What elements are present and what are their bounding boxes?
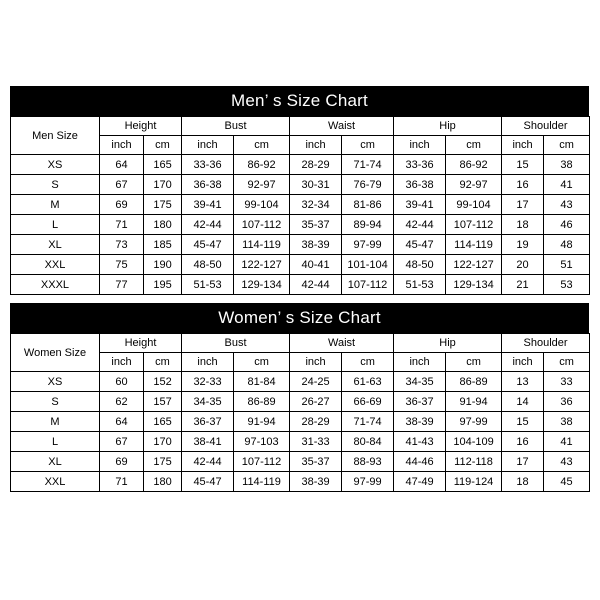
unit-cm: cm [544,353,590,372]
value-inch: 36-37 [182,412,234,432]
men-size-chart [10,86,589,295]
unit-cm: cm [342,136,394,155]
value-cm: 36 [544,392,590,412]
value-inch: 18 [502,215,544,235]
value-cm: 61-63 [342,372,394,392]
value-inch: 18 [502,472,544,492]
table-row [11,155,590,175]
value-inch: 71 [100,215,144,235]
value-cm: 91-94 [234,412,290,432]
value-inch: 16 [502,175,544,195]
value-cm: 119-124 [446,472,502,492]
value-inch: 38-41 [182,432,234,452]
unit-inch: inch [394,353,446,372]
value-cm: 170 [144,175,182,195]
value-inch: 38-39 [290,472,342,492]
measurement-group-waist: Waist [290,117,394,136]
value-cm: 175 [144,452,182,472]
value-inch: 42-44 [394,215,446,235]
unit-cm: cm [144,353,182,372]
unit-inch: inch [100,353,144,372]
size-name: XXXL [11,275,100,295]
value-inch: 51-53 [394,275,446,295]
measurement-group-hip: Hip [394,334,502,353]
size-name: S [11,175,100,195]
unit-inch: inch [290,136,342,155]
value-inch: 47-49 [394,472,446,492]
value-inch: 35-37 [290,452,342,472]
value-cm: 101-104 [342,255,394,275]
unit-inch: inch [182,136,234,155]
size-name: S [11,392,100,412]
value-cm: 165 [144,412,182,432]
value-inch: 38-39 [394,412,446,432]
value-cm: 88-93 [342,452,394,472]
value-inch: 60 [100,372,144,392]
value-cm: 107-112 [234,452,290,472]
size-name: M [11,412,100,432]
unit-cm: cm [446,136,502,155]
value-cm: 107-112 [446,215,502,235]
value-inch: 64 [100,412,144,432]
value-inch: 31-33 [290,432,342,452]
value-inch: 32-33 [182,372,234,392]
value-inch: 42-44 [182,215,234,235]
size-name: XS [11,155,100,175]
measurement-group-height: Height [100,117,182,136]
value-inch: 42-44 [290,275,342,295]
value-cm: 80-84 [342,432,394,452]
value-inch: 62 [100,392,144,412]
unit-inch: inch [100,136,144,155]
value-cm: 97-99 [446,412,502,432]
table-row [11,215,590,235]
value-cm: 112-118 [446,452,502,472]
value-cm: 86-92 [446,155,502,175]
value-inch: 42-44 [182,452,234,472]
value-cm: 157 [144,392,182,412]
value-inch: 26-27 [290,392,342,412]
value-cm: 114-119 [234,235,290,255]
measurement-group-hip: Hip [394,117,502,136]
value-cm: 48 [544,235,590,255]
women-size-table [10,333,590,492]
table-row [11,472,590,492]
value-inch: 19 [502,235,544,255]
value-inch: 17 [502,452,544,472]
value-inch: 45-47 [182,472,234,492]
value-cm: 165 [144,155,182,175]
value-cm: 97-99 [342,472,394,492]
value-inch: 39-41 [182,195,234,215]
unit-inch: inch [182,353,234,372]
value-cm: 45 [544,472,590,492]
value-inch: 17 [502,195,544,215]
value-inch: 35-37 [290,215,342,235]
table-row [11,432,590,452]
value-cm: 91-94 [446,392,502,412]
value-cm: 129-134 [446,275,502,295]
value-cm: 51 [544,255,590,275]
table-row [11,275,590,295]
value-cm: 92-97 [234,175,290,195]
value-inch: 36-38 [182,175,234,195]
size-name: M [11,195,100,215]
value-cm: 38 [544,412,590,432]
men-size-label: Men Size [11,117,100,155]
value-inch: 44-46 [394,452,446,472]
value-cm: 152 [144,372,182,392]
value-cm: 107-112 [234,215,290,235]
value-cm: 43 [544,452,590,472]
value-inch: 13 [502,372,544,392]
value-cm: 38 [544,155,590,175]
men-size-table [10,116,590,295]
size-name: XL [11,452,100,472]
value-cm: 86-89 [234,392,290,412]
value-inch: 34-35 [182,392,234,412]
value-inch: 41-43 [394,432,446,452]
value-inch: 30-31 [290,175,342,195]
men-chart-title: Men’ s Size Chart [10,86,589,116]
unit-cm: cm [446,353,502,372]
value-cm: 107-112 [342,275,394,295]
value-inch: 14 [502,392,544,412]
unit-inch: inch [502,136,544,155]
value-cm: 190 [144,255,182,275]
value-inch: 75 [100,255,144,275]
value-cm: 180 [144,215,182,235]
unit-cm: cm [544,136,590,155]
unit-inch: inch [290,353,342,372]
value-cm: 114-119 [446,235,502,255]
value-inch: 64 [100,155,144,175]
value-inch: 77 [100,275,144,295]
measurement-group-bust: Bust [182,117,290,136]
value-cm: 185 [144,235,182,255]
women-chart-title: Women’ s Size Chart [10,303,589,333]
table-row [11,175,590,195]
value-cm: 71-74 [342,155,394,175]
value-inch: 67 [100,175,144,195]
table-row [11,412,590,432]
value-inch: 40-41 [290,255,342,275]
value-cm: 122-127 [234,255,290,275]
value-inch: 45-47 [182,235,234,255]
value-cm: 129-134 [234,275,290,295]
value-cm: 195 [144,275,182,295]
value-inch: 34-35 [394,372,446,392]
table-row [11,255,590,275]
women-size-label: Women Size [11,334,100,372]
value-cm: 53 [544,275,590,295]
value-cm: 180 [144,472,182,492]
value-inch: 69 [100,452,144,472]
value-cm: 66-69 [342,392,394,412]
unit-inch: inch [394,136,446,155]
value-cm: 114-119 [234,472,290,492]
size-name: XS [11,372,100,392]
value-inch: 73 [100,235,144,255]
measurement-group-shoulder: Shoulder [502,117,590,136]
men-header-row [11,117,590,136]
women-header-row [11,334,590,353]
value-cm: 122-127 [446,255,502,275]
value-cm: 76-79 [342,175,394,195]
value-cm: 81-84 [234,372,290,392]
value-cm: 41 [544,175,590,195]
value-inch: 48-50 [394,255,446,275]
value-cm: 43 [544,195,590,215]
value-cm: 175 [144,195,182,215]
value-cm: 33 [544,372,590,392]
value-cm: 86-89 [446,372,502,392]
value-inch: 51-53 [182,275,234,295]
value-inch: 20 [502,255,544,275]
value-inch: 67 [100,432,144,452]
value-inch: 38-39 [290,235,342,255]
value-inch: 69 [100,195,144,215]
value-cm: 71-74 [342,412,394,432]
unit-cm: cm [144,136,182,155]
value-cm: 89-94 [342,215,394,235]
measurement-group-bust: Bust [182,334,290,353]
unit-cm: cm [234,136,290,155]
measurement-group-waist: Waist [290,334,394,353]
value-cm: 99-104 [234,195,290,215]
value-inch: 33-36 [182,155,234,175]
size-name: XXL [11,472,100,492]
value-cm: 86-92 [234,155,290,175]
value-inch: 33-36 [394,155,446,175]
value-cm: 97-99 [342,235,394,255]
value-inch: 15 [502,155,544,175]
size-name: L [11,432,100,452]
measurement-group-height: Height [100,334,182,353]
value-cm: 81-86 [342,195,394,215]
table-row [11,235,590,255]
women-size-chart [10,303,589,492]
value-inch: 39-41 [394,195,446,215]
value-inch: 48-50 [182,255,234,275]
measurement-group-shoulder: Shoulder [502,334,590,353]
value-inch: 15 [502,412,544,432]
table-row [11,195,590,215]
table-row [11,452,590,472]
value-inch: 32-34 [290,195,342,215]
unit-cm: cm [234,353,290,372]
size-name: L [11,215,100,235]
unit-cm: cm [342,353,394,372]
value-inch: 21 [502,275,544,295]
value-inch: 36-38 [394,175,446,195]
value-cm: 104-109 [446,432,502,452]
value-inch: 24-25 [290,372,342,392]
value-inch: 16 [502,432,544,452]
value-cm: 170 [144,432,182,452]
value-cm: 97-103 [234,432,290,452]
value-inch: 45-47 [394,235,446,255]
value-inch: 28-29 [290,155,342,175]
value-cm: 92-97 [446,175,502,195]
value-cm: 46 [544,215,590,235]
table-row [11,392,590,412]
value-cm: 41 [544,432,590,452]
table-row [11,372,590,392]
unit-inch: inch [502,353,544,372]
value-inch: 36-37 [394,392,446,412]
value-inch: 28-29 [290,412,342,432]
size-name: XXL [11,255,100,275]
value-inch: 71 [100,472,144,492]
value-cm: 99-104 [446,195,502,215]
size-name: XL [11,235,100,255]
